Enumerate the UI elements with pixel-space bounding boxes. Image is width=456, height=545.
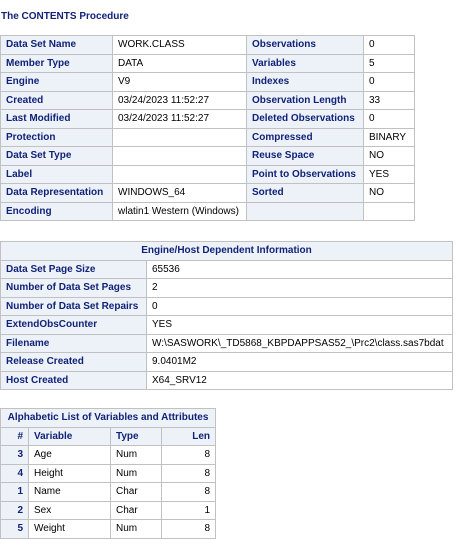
attribute-label: Encoding [1,202,113,221]
attribute-value [113,165,247,184]
attribute-label [247,202,364,221]
attribute-label: Compressed [247,128,364,147]
variable-length: 8 [162,446,216,465]
table-row [1,36,415,55]
variable-number: 3 [1,446,29,465]
table-row [1,446,216,465]
attribute-value: 0 [364,73,415,92]
attribute-label: Deleted Observations [247,110,364,129]
table-row [1,501,216,520]
attribute-value: 0 [364,110,415,129]
attribute-label: Sorted [247,184,364,203]
engine-info-value: 65536 [147,260,453,279]
table-row [1,520,216,539]
attribute-label: Data Set Type [1,147,113,166]
attribute-label: Observations [247,36,364,55]
attribute-value: WORK.CLASS [113,36,247,55]
attribute-value: V9 [113,73,247,92]
column-header-len: Len [162,427,216,446]
attribute-label: Engine [1,73,113,92]
variable-name: Sex [29,501,111,520]
engine-info-label: Release Created [1,353,147,372]
column-header-type: Type [111,427,162,446]
engine-info-value: YES [147,316,453,335]
attribute-label: Label [1,165,113,184]
table-row [1,54,415,73]
attribute-value [113,147,247,166]
variable-name: Age [29,446,111,465]
variable-type: Num [111,520,162,539]
engine-host-info-title: Engine/Host Dependent Information [1,242,453,261]
table-row [1,184,415,203]
attribute-label: Variables [247,54,364,73]
engine-info-label: ExtendObsCounter [1,316,147,335]
attribute-value: WINDOWS_64 [113,184,247,203]
attribute-value: 0 [364,36,415,55]
dataset-attributes-table [0,35,415,221]
variable-number: 1 [1,483,29,502]
engine-host-info-table [0,241,453,390]
attribute-value [113,128,247,147]
engine-info-value: W:\SASWORK\_TD5868_KBPDAPPSAS52_\Prc2\class.sas7bdat [147,334,453,353]
table-row [1,73,415,92]
attribute-label: Reuse Space [247,147,364,166]
variables-table-title: Alphabetic List of Variables and Attributes [1,409,216,428]
variable-type: Num [111,464,162,483]
variable-number: 2 [1,501,29,520]
column-header-num: # [1,427,29,446]
variable-length: 8 [162,483,216,502]
attribute-value: YES [364,165,415,184]
engine-info-label: Data Set Page Size [1,260,147,279]
engine-info-value: 9.0401M2 [147,353,453,372]
procedure-title: The CONTENTS Procedure [1,11,129,22]
attribute-value: NO [364,147,415,166]
table-row [1,483,216,502]
table-row [1,371,453,390]
table-row [1,279,453,298]
attribute-label: Data Set Name [1,36,113,55]
variable-length: 8 [162,520,216,539]
table-row [1,297,453,316]
table-row [1,464,216,483]
attribute-label: Created [1,91,113,110]
engine-info-value: 2 [147,279,453,298]
table-row [1,316,453,335]
engine-info-value: 0 [147,297,453,316]
attribute-value: NO [364,184,415,203]
table-row [1,91,415,110]
variable-number: 5 [1,520,29,539]
attribute-value: 33 [364,91,415,110]
attribute-value: 03/24/2023 11:52:27 [113,110,247,129]
attribute-label: Observation Length [247,91,364,110]
table-row [1,202,415,221]
attribute-value: BINARY [364,128,415,147]
attribute-value: DATA [113,54,247,73]
table-row [1,147,415,166]
table-row [1,165,415,184]
variable-type: Char [111,501,162,520]
attribute-label: Point to Observations [247,165,364,184]
column-header-variable: Variable [29,427,111,446]
engine-info-label: Filename [1,334,147,353]
engine-info-label: Number of Data Set Pages [1,279,147,298]
table-row [1,128,415,147]
table-row [1,110,415,129]
variable-type: Char [111,483,162,502]
attribute-label: Member Type [1,54,113,73]
table-row [1,260,453,279]
engine-info-label: Number of Data Set Repairs [1,297,147,316]
variable-number: 4 [1,464,29,483]
attribute-value [364,202,415,221]
attribute-label: Protection [1,128,113,147]
table-row [1,334,453,353]
variable-length: 1 [162,501,216,520]
attribute-value: 03/24/2023 11:52:27 [113,91,247,110]
attribute-value: wlatin1 Western (Windows) [113,202,247,221]
attribute-value: 5 [364,54,415,73]
attribute-label: Indexes [247,73,364,92]
engine-info-value: X64_SRV12 [147,371,453,390]
variable-length: 8 [162,464,216,483]
table-row [1,353,453,372]
variable-type: Num [111,446,162,465]
variables-attributes-table [0,408,216,539]
engine-info-label: Host Created [1,371,147,390]
variable-name: Weight [29,520,111,539]
variable-name: Height [29,464,111,483]
attribute-label: Last Modified [1,110,113,129]
attribute-label: Data Representation [1,184,113,203]
variable-name: Name [29,483,111,502]
